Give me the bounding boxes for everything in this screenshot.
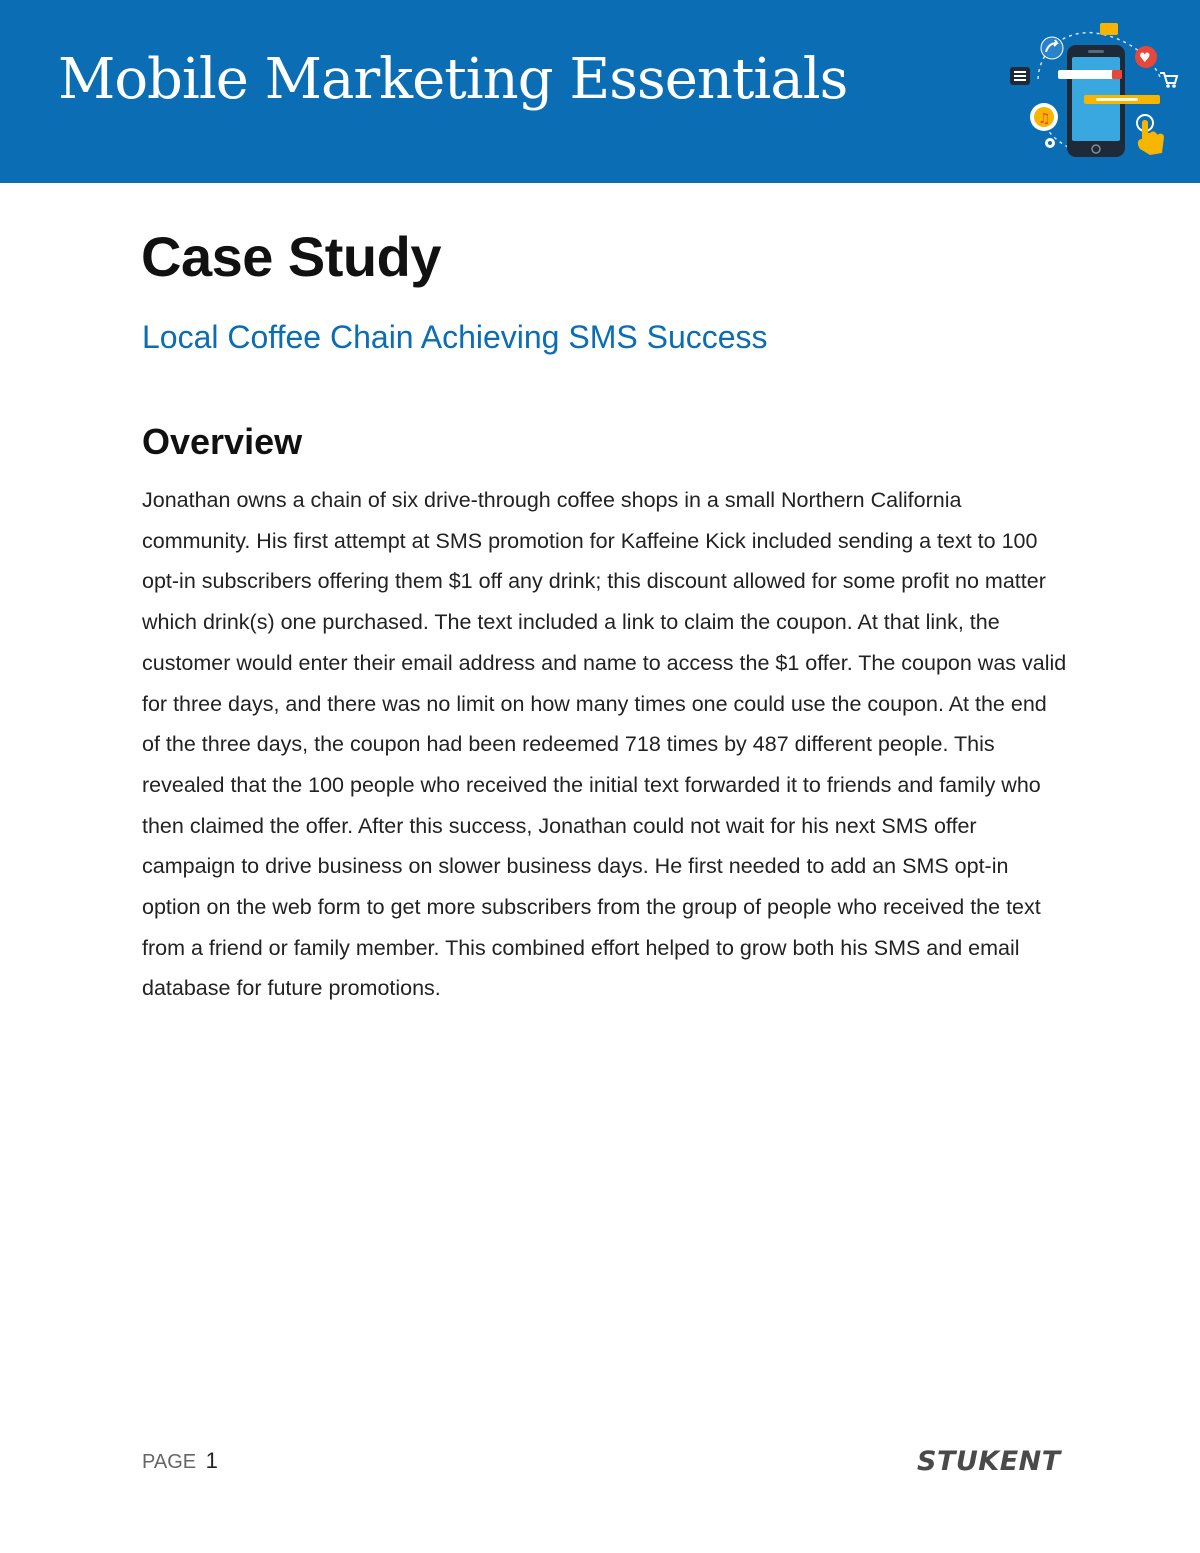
gear-icon [1045, 138, 1055, 148]
document-subtitle: Local Coffee Chain Achieving SMS Success [142, 319, 768, 355]
overview-paragraph: Jonathan owns a chain of six drive-through coffee shops in a small Northern California community. His first attempt at SMS promotion for Kaffeine Kick included sending a text to 100 opt-in subscribers offering them $1 off any drink; this discount allowed for some profit no matter which drink(s) one purchased. The text included a link to claim the coupon. At that link, the customer would enter their email address and name to access the $1 offer. The coupon was valid for three days, and there was no limit on how many times one could use the coupon. At the end of the three days, the coupon had been redeemed 718 times by 487 different people. This revealed that the 100 people who received the initial text forwarded it to friends and family who then claimed the offer. After this success, Jonathan could not wait for his next SMS offer campaign to drive business on slower business days. He first needed to add an SMS opt-in option on the web form to get more subscribers from the group of people who received the text from a friend or family member. This combined effort helped to grow both his SMS and email database for future promotions. [142, 488, 1067, 1001]
music-icon [1030, 103, 1058, 131]
tap-hand-icon [1137, 115, 1164, 155]
cart-icon [1160, 73, 1177, 88]
list-icon [1010, 67, 1030, 85]
section-heading-overview: Overview [142, 421, 303, 462]
heart-icon [1135, 46, 1157, 68]
mobile-marketing-illustration-icon [1000, 15, 1180, 165]
page-number: 1 [205, 1448, 218, 1473]
header-banner [0, 0, 1200, 183]
page-label: PAGE [142, 1451, 197, 1473]
svg-text:♫: ♫ [1038, 111, 1051, 127]
page-footer [142, 1450, 218, 1472]
brand-logo: STUKENT [917, 1446, 1061, 1477]
banner-title: Mobile Marketing Essentials [58, 47, 848, 112]
share-icon [1041, 37, 1063, 59]
svg-text:♥: ♥ [1139, 51, 1151, 66]
document-title: Case Study [141, 225, 441, 288]
